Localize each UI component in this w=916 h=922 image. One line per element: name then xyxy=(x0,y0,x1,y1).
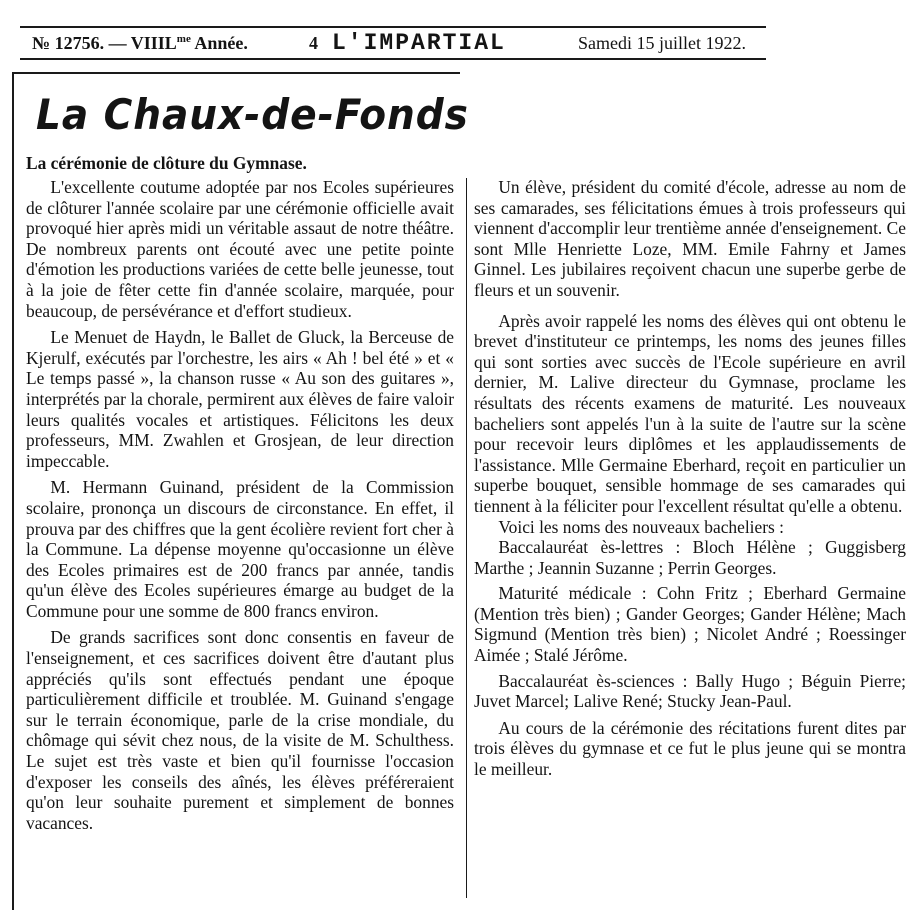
graduates-list: Baccalauréat ès-lettres : Bloch Hélène ; Guggisberg Marthe ; Jeannin Suzanne ; Perrin Georges. xyxy=(474,537,906,578)
article-closing-paragraph: Au cours de la cérémonie des récitations furent dites par trois élèves du gymnase et ce fut le plus jeune qui se montra le meilleur. xyxy=(474,717,906,780)
newspaper-title: L'IMPARTIAL xyxy=(332,30,506,56)
issue-number: № 12756. — $VIIIL^{me}$ Année. xyxy=(32,33,248,53)
section-title: La Chaux-de-Fonds xyxy=(36,90,469,139)
article-paragraph: De grands sacrifices sont donc consentis en faveur de l'enseignement, et ces sacrifices doivent être d'autant plus appréciés qu'ils sont effectués pendant une époque particulièrement difficile et troublée. M. Guinand s'engage sur le terrain économique, parle de la crise mondiale, du chômage qui sévit chez nous, de la visite de M. Schulthess. Le sujet est très vaste et bien qu'il fournisse l'occasion d'exposer les conseils des aînés, les élèves préféreraient qu'on leur souhaite purement et simplement de bonnes vacances. xyxy=(26,627,454,833)
issue-date: Samedi 15 juillet 1922. xyxy=(578,33,746,53)
article-left-column xyxy=(26,152,454,833)
graduates-list: Maturité médicale : Cohn Fritz ; Eberhard Germaine (Mention très bien) ; Gander Georges; Gander Hélène; Mach Sigmund (Mention très bien) ; Nicolet André ; Roessinger Aimée ; Stalé Jérôme. xyxy=(474,583,906,666)
page-number: 4 xyxy=(309,33,318,53)
column-divider xyxy=(466,178,467,898)
graduates-list: Baccalauréat ès-sciences : Bally Hugo ; Béguin Pierre; Juvet Marcel; Lalive René; Stucky Jean-Paul. xyxy=(474,670,906,712)
article-paragraph: Un élève, président du comité d'école, adresse au nom de ses camarades, ses félicitations émues à trois professeurs qui viennent d'accomplir leur trentième année d'enseignement. Ce sont Mlle Henriette Loze, MM. Emile Fahrny et James Ginnel. Les jubilaires reçoivent chacun une superbe gerbe de fleurs et un souvenir. xyxy=(474,177,906,300)
article-paragraph: Après avoir rappelé les noms des élèves qui ont obtenu le brevet d'instituteur ce printemps, les noms des jeunes filles qui sont sorties avec succès de l'Ecole supérieure en avril dernier, M. Lalive directeur du Gymnase, proclame les résultats des récents examens de maturité. Les nouveaux bacheliers sont appelés l'un à la suite de l'autre sur la scène pour recevoir leurs diplômes et les applaudissements de l'assistance. Mlle Germaine Eberhard, reçoit en particulier un superbe bouquet, sensible hommage de ses camarades qui tiennent à la féliciter pour l'excellent résultat qu'elle a obtenu. xyxy=(474,310,906,516)
article-paragraph: M. Hermann Guinand, président de la Commission scolaire, prononça un discours de circonstance. En effet, il prouva par des chiffres que la gent écolière revient fort cher à la Commune. La dépense moyenne qu'occasionne un élève des Ecoles primaires est de 200 francs par année, tandis qu'un élève des Ecoles supérieures émarge au budget de la Commune pour une somme de 800 francs environ. xyxy=(26,477,454,621)
masthead xyxy=(20,26,766,60)
article-right-column xyxy=(474,177,906,780)
article-headline: La cérémonie de clôture du Gymnase. xyxy=(26,153,307,173)
article-paragraph: L'excellente coutume adoptée par nos Ecoles supérieures de clôturer l'année scolaire par une cérémonie officielle avait provoqué hier après midi un véritable assaut de notre théâtre. De nombreux parents ont écouté avec une petite pointe d'émotion les productions variées de cette belle jeunesse, tout à la joie de fêter cette fin d'année scolaire, marquée, pour beaucoup, de persévérance et d'effort studieux. xyxy=(26,177,454,321)
article-paragraph: Voici les noms des nouveaux bacheliers : xyxy=(498,516,784,537)
article-paragraph: Le Menuet de Haydn, le Ballet de Gluck, la Berceuse de Kjerulf, exécutés par l'orchestre, les airs « Ah ! bel été » et « Le temps passé », la chanson russe « Au son des guitares », interprétés par la chorale, permirent aux élèves de faire valoir leurs qualités vocales et artistiques. Félicitons les deux professeurs, MM. Zwahlen et Grosjean, de leur direction impeccable. xyxy=(26,327,454,471)
left-column-rule xyxy=(12,150,14,910)
